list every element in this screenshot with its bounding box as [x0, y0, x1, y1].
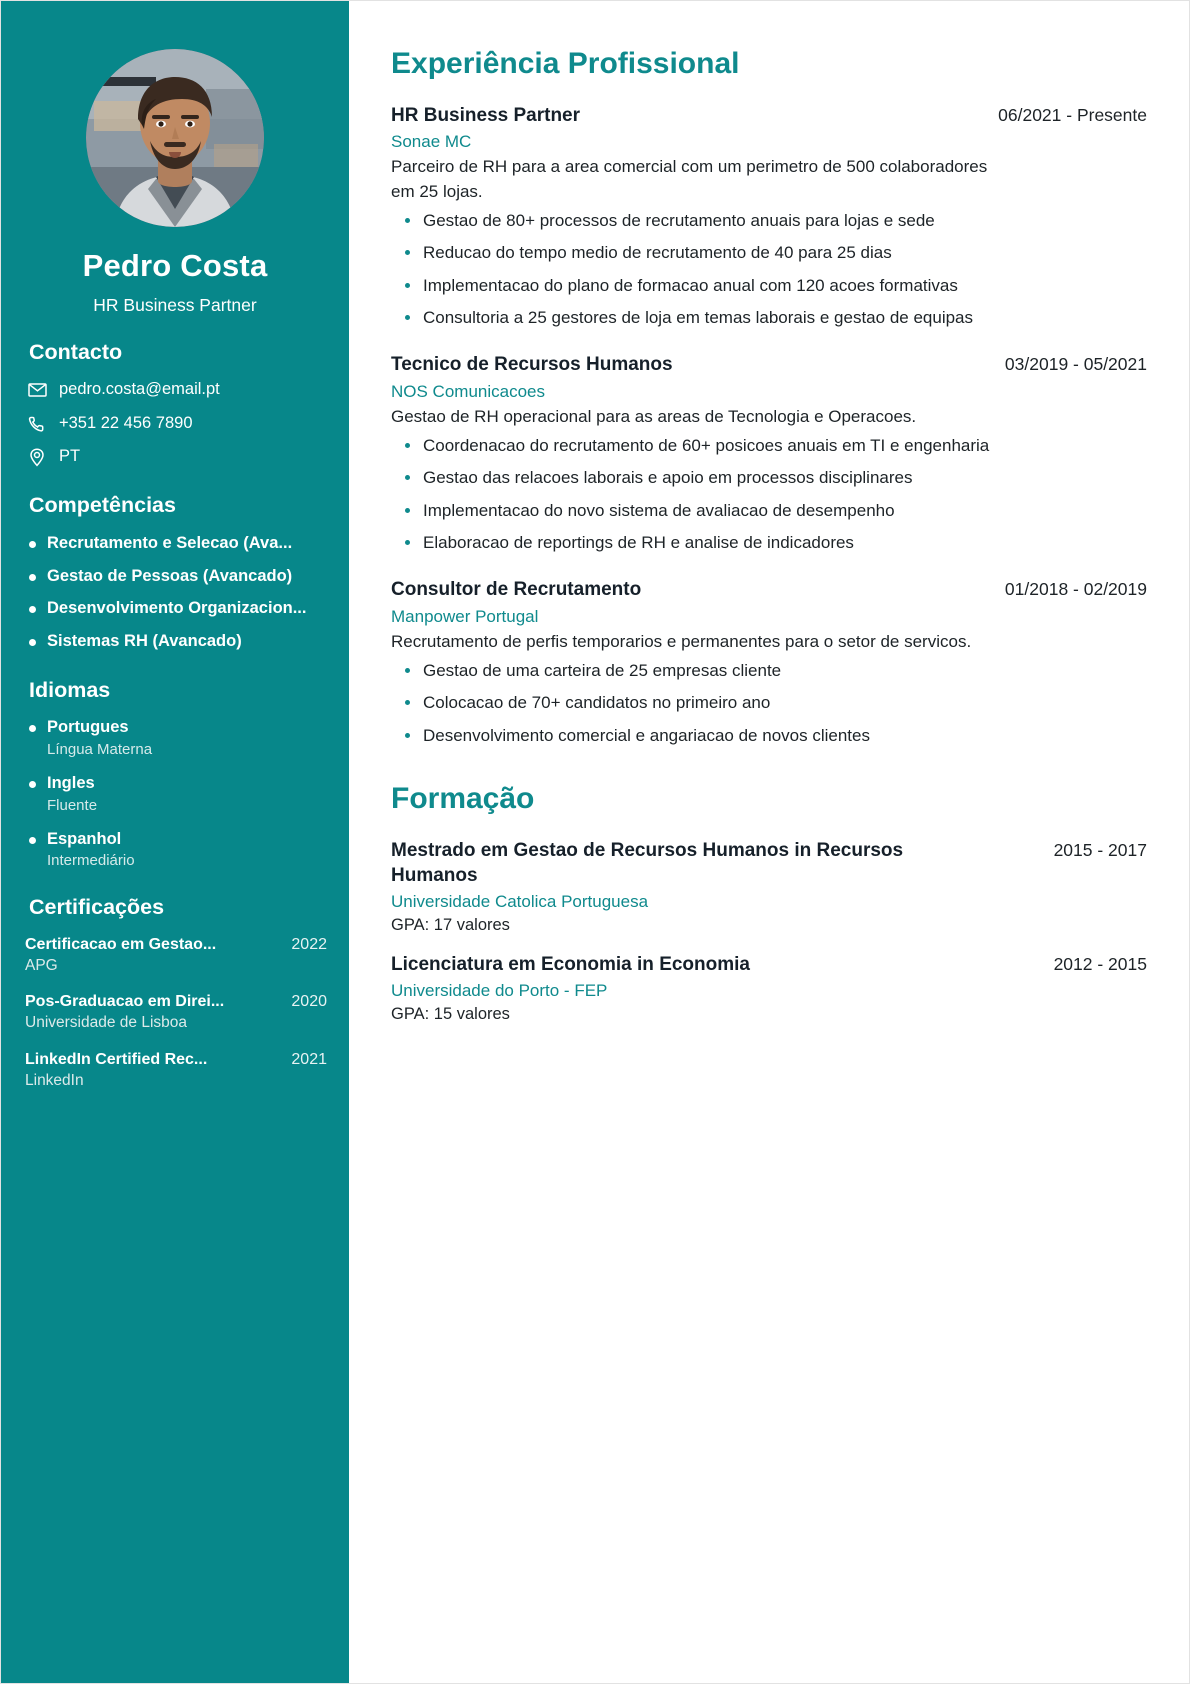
experience-bullet: Implementacao do plano de formacao anual com 120 acoes formativas [391, 274, 1063, 299]
experience-bullet-list [391, 434, 1147, 557]
language-name-row [29, 773, 327, 794]
contact-location-text: PT [59, 447, 81, 466]
certification-issuer: LinkedIn [25, 1071, 84, 1089]
certification-name: Pos-Graduacao em Direi... [25, 993, 225, 1011]
skill-label: Recrutamento e Selecao (Ava... [47, 534, 293, 553]
experience-entry [391, 104, 1147, 332]
experience-bullet: Implementacao do novo sistema de avaliacao de desempenho [391, 499, 1063, 524]
experience-bullet-list [391, 209, 1147, 332]
envelope-icon [27, 383, 47, 397]
experience-section-title: Experiência Profissional [391, 47, 740, 80]
experience-date: 01/2018 - 02/2019 [1004, 579, 1147, 600]
contact-email-text: pedro.costa@email.pt [59, 379, 220, 398]
contact-phone[interactable] [27, 414, 327, 434]
certification-name: Certificacao em Gestao... [25, 936, 217, 954]
experience-bullet: Gestao de uma carteira de 25 empresas cliente [391, 659, 1063, 684]
certifications-heading: Certificações [29, 895, 165, 920]
avatar [86, 49, 264, 227]
experience-entry [391, 578, 1147, 748]
contact-location [27, 447, 327, 467]
language-item [29, 773, 327, 814]
skill-item [29, 533, 327, 554]
contact-phone-text: +351 22 456 7890 [59, 413, 193, 432]
education-section-title: Formação [391, 782, 535, 816]
experience-entry-head [391, 353, 1147, 378]
bullet-dot-icon [29, 639, 36, 646]
skill-label: Gestao de Pessoas (Avancado) [47, 566, 293, 585]
certification-name: LinkedIn Certified Rec... [25, 1050, 208, 1068]
education-entry-head [391, 839, 1147, 888]
experience-entry-head [391, 104, 1147, 129]
experience-bullet: Colocacao de 70+ candidatos no primeiro ano [391, 691, 1063, 716]
experience-description: Recrutamento de perfis temporarios e permanentes para o setor de servicos. [391, 631, 972, 651]
experience-company: NOS Comunicacoes [391, 381, 546, 401]
education-entry [391, 953, 1147, 1026]
contact-heading: Contacto [29, 340, 123, 365]
candidate-name: Pedro Costa [82, 248, 268, 283]
experience-role: HR Business Partner [391, 104, 581, 126]
education-entry-head [391, 953, 1147, 978]
main-content [349, 1, 1189, 1683]
skill-label: Desenvolvimento Organizacion... [47, 599, 307, 618]
education-date: 2012 - 2015 [1053, 953, 1147, 974]
experience-company: Sonae MC [391, 132, 472, 152]
phone-icon [27, 415, 47, 433]
candidate-headline: HR Business Partner [93, 295, 257, 316]
education-date: 2015 - 2017 [1053, 839, 1147, 860]
language-name-row [29, 829, 327, 850]
experience-bullet: Gestao de 80+ processos de recrutamento anuais para lojas e sede [391, 209, 1063, 234]
language-name: Portugues [47, 718, 129, 737]
education-gpa: GPA: 15 valores [391, 1005, 510, 1024]
education-degree: Licenciatura em Economia in Economia [391, 953, 750, 975]
sidebar [1, 1, 349, 1683]
certification-year: 2020 [291, 993, 327, 1011]
experience-role: Tecnico de Recursos Humanos [391, 354, 673, 376]
certification-year: 2022 [291, 936, 327, 954]
contact-email[interactable] [27, 380, 327, 400]
certification-item [25, 1050, 327, 1090]
education-gpa: GPA: 17 valores [391, 916, 510, 935]
skill-item [29, 598, 327, 619]
language-level: Língua Materna [47, 741, 153, 758]
avatar-wrap [23, 49, 327, 227]
education-degree: Mestrado em Gestao de Recursos Humanos in Recursos Humanos [391, 839, 904, 886]
experience-company: Manpower Portugal [391, 606, 539, 626]
experience-bullet: Coordenacao do recrutamento de 60+ posicoes anuais em TI e engenharia [391, 434, 1063, 459]
skill-item [29, 566, 327, 587]
bullet-dot-icon [29, 837, 36, 844]
experience-bullet: Elaboracao de reportings de RH e analise de indicadores [391, 531, 1063, 556]
experience-description: Parceiro de RH para a area comercial com um perimetro de 500 colaboradores em 25 lojas. [391, 157, 988, 201]
education-entry [391, 839, 1147, 937]
certification-top-row [25, 935, 327, 955]
bullet-dot-icon [29, 781, 36, 788]
experience-entry-head [391, 578, 1147, 603]
experience-bullet: Consultoria a 25 gestores de loja em temas laborais e gestao de equipas [391, 306, 1063, 331]
language-name: Ingles [47, 774, 95, 792]
language-level: Intermediário [47, 852, 135, 870]
skill-item [29, 631, 327, 652]
bullet-dot-icon [29, 606, 36, 613]
experience-bullet-list [391, 659, 1147, 749]
language-level: Fluente [47, 796, 98, 814]
education-school: Universidade do Porto - FEP [391, 981, 608, 1001]
experience-bullet: Desenvolvimento comercial e angariacao de novos clientes [391, 724, 1063, 749]
experience-bullet: Reducao do tempo medio de recrutamento de 40 para 25 dias [391, 241, 1063, 266]
language-name-row [29, 717, 327, 738]
skills-heading: Competências [29, 493, 176, 518]
skill-label: Sistemas RH (Avancado) [47, 631, 242, 650]
experience-bullet: Gestao das relacoes laborais e apoio em processos disciplinares [391, 466, 1063, 491]
certification-top-row [25, 1050, 327, 1070]
languages-heading: Idiomas [29, 677, 111, 702]
bullet-dot-icon [29, 725, 36, 732]
bullet-dot-icon [29, 574, 36, 581]
certification-issuer: APG [25, 957, 58, 975]
experience-entry [391, 353, 1147, 556]
certification-issuer: Universidade de Lisboa [25, 1014, 187, 1032]
certification-year: 2021 [291, 1050, 327, 1068]
experience-date: 06/2021 - Presente [998, 104, 1147, 125]
experience-role: Consultor de Recrutamento [391, 579, 642, 601]
language-name: Espanhol [47, 829, 122, 848]
language-item [29, 829, 327, 870]
experience-description: Gestao de RH operacional para as areas de Tecnologia e Operacoes. [391, 406, 917, 426]
experience-date: 03/2019 - 05/2021 [1004, 354, 1147, 375]
location-pin-icon [27, 448, 47, 467]
certification-item [25, 992, 327, 1032]
certification-top-row [25, 992, 327, 1012]
bullet-dot-icon [29, 541, 36, 548]
education-school: Universidade Catolica Portuguesa [391, 892, 649, 912]
certification-item [25, 935, 327, 975]
language-item [29, 717, 327, 758]
